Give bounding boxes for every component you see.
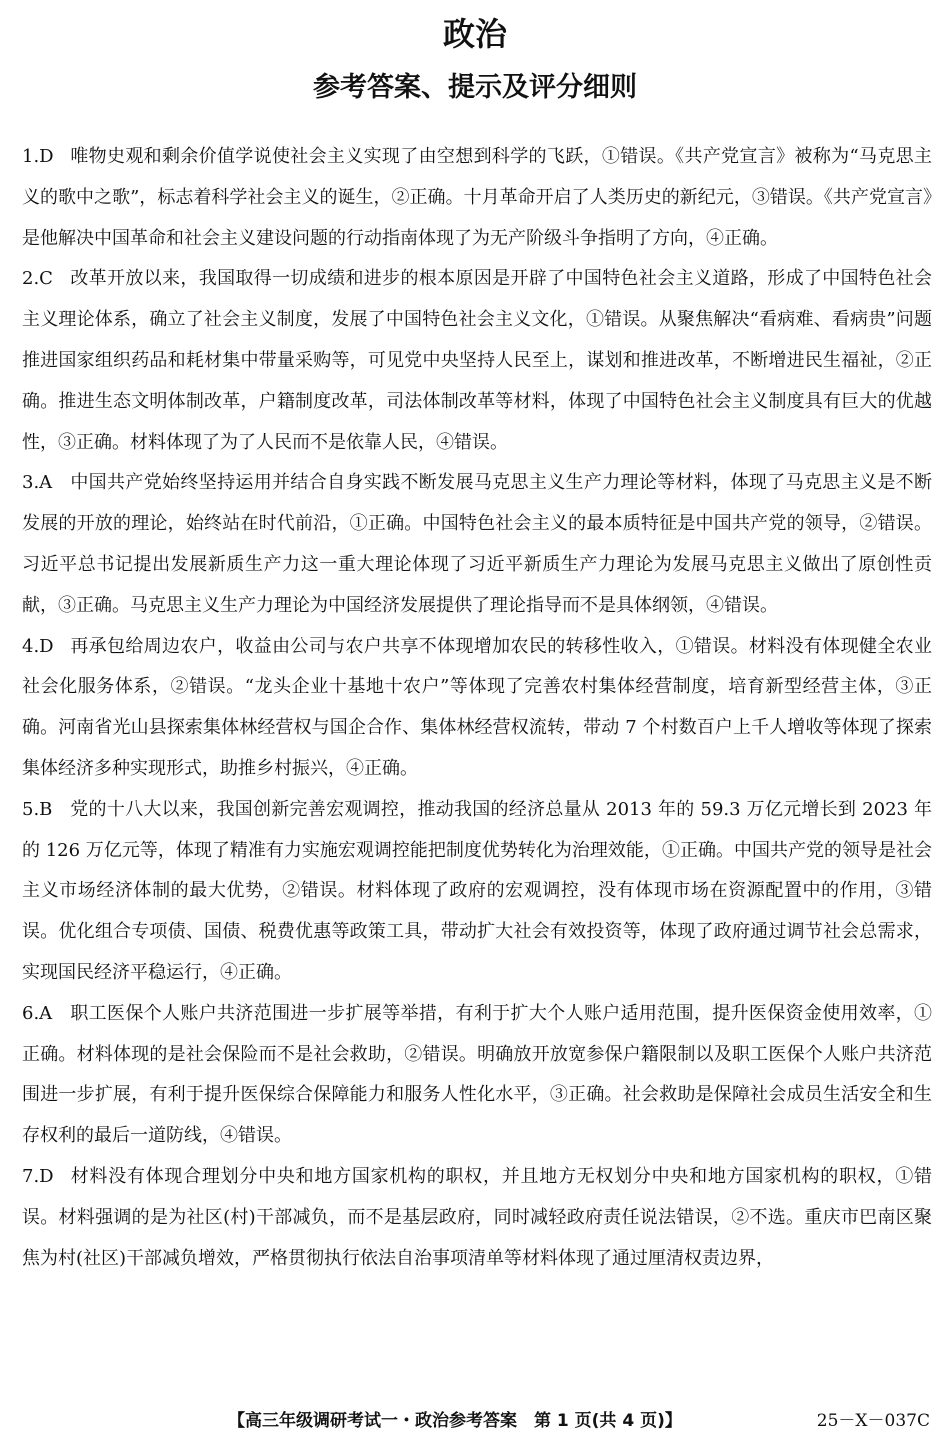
answer-number: 1.D <box>22 146 54 167</box>
answer-item-1 <box>22 137 932 259</box>
answer-list <box>22 137 932 1279</box>
answer-item-4 <box>22 627 932 790</box>
footer-code: 25－X－037C <box>816 1411 930 1431</box>
answer-item-5 <box>22 790 932 994</box>
answer-text: 党的十八大以来，我国创新完善宏观调控，推动我国的经济总量从 2013 年的 59.3 万亿元增长到 2023 年的 126 万亿元等，体现了精准有力实施宏观调控能把制度优势转化为治理效能，①正确。中国共产党的领导是社会主义市场经济体制的最大优势，②错误。材料体现了政府的宏观调控，没有体现市场在资源配置中的作用，③错误。优化组合专项债、国债、税费优惠等政策工具，带动扩大社会有效投资等，体现了政府通过调节社会总需求，实现国民经济平稳运行，④正确。 <box>22 798 932 983</box>
answer-number: 6.A <box>22 1002 53 1024</box>
answer-number: 2.C <box>22 268 53 290</box>
answer-text: 职工医保个人账户共济范围进一步扩展等举措，有利于扩大个人账户适用范围，提升医保资金使用效率，①正确。材料体现的是社会保险而不是社会救助，②错误。明确放开放宽参保户籍限制以及职工医保个人账户共济范围进一步扩展，有利于提升医保综合保障能力和服务人性化水平，③正确。社会救助是保障社会成员生活安全和生存权利的最后一道防线，④错误。 <box>22 1002 932 1147</box>
answer-text: 改革开放以来，我国取得一切成绩和进步的根本原因是开辟了中国特色社会主义道路，形成了中国特色社会主义理论体系，确立了社会主义制度，发展了中国特色社会主义文化，①错误。从聚焦解决“看病难、看病贵”问题推进国家组织药品和耗材集中带量采购等，可见党中央坚持人民至上，谋划和推进改革，不断增进民生福祉，②正确。推进生态文明体制改革，户籍制度改革，司法体制改革等材料，体现了中国特色社会主义制度具有巨大的优越性，③正确。材料体现了为了人民而不是依靠人民，④错误。 <box>22 268 932 453</box>
answer-item-7 <box>22 1157 932 1279</box>
answer-item-6 <box>22 994 932 1157</box>
page-title: 政治 <box>442 15 507 53</box>
page-footer <box>0 1406 950 1436</box>
answer-text: 中国共产党始终坚持运用并结合自身实践不断发展马克思主义生产力理论等材料，体现了马克思主义是不断发展的开放的理论，始终站在时代前沿，①正确。中国特色社会主义的最本质特征是中国共产党的领导，②错误。习近平总书记提出发展新质生产力这一重大理论体现了习近平新质生产力理论为发展马克思主义做出了原创性贡献，③正确。马克思主义生产力理论为中国经济发展提供了理论指导而不是具体纲领，④错误。 <box>22 472 932 616</box>
answer-text: 唯物史观和剩余价值学说使社会主义实现了由空想到科学的飞跃，①错误。《共产党宣言》被称为“马克思主义的歌中之歌”，标志着科学社会主义的诞生，②正确。十月革命开启了人类历史的新纪元，③错误。《共产党宣言》是他解决中国革命和社会主义建设问题的行动指南体现了为无产阶级斗争指明了方向，④正确。 <box>22 146 932 249</box>
answer-text: 再承包给周边农户，收益由公司与农户共享不体现增加农民的转移性收入，①错误。材料没有体现健全农业社会化服务体系，②错误。“龙头企业十基地十农户”等体现了完善农村集体经营制度，培育新型经营主体，③正确。河南省光山县探索集体林经营权与国企合作、集体林经营权流转，带动 7 个村数百户上千人增收等体现了探索集体经济多种实现形式，助推乡村振兴，④正确。 <box>22 635 932 779</box>
answer-item-3 <box>22 463 932 626</box>
page-subtitle: 参考答案、提示及评分细则 <box>313 72 637 103</box>
answer-number: 5.B <box>22 798 53 820</box>
answer-number: 3.A <box>22 472 53 494</box>
answer-number: 7.D <box>22 1165 54 1187</box>
answer-text: 材料没有体现合理划分中央和地方国家机构的职权，并且地方无权划分中央和地方国家机构的职权，①错误。材料强调的是为社区(村)干部减负，而不是基层政府，同时减轻政府责任说法错误，②不选。重庆市巴南区聚焦为村(社区)干部减负增效，严格贯彻执行依法自治事项清单等材料体现了通过厘清权责边界， <box>22 1165 932 1269</box>
footer-exam-info: 【高三年级调研考试一・政治参考答案 第 1 页(共 4 页)】 <box>228 1411 682 1431</box>
answer-item-2 <box>22 259 932 463</box>
answer-number: 4.D <box>22 635 54 657</box>
